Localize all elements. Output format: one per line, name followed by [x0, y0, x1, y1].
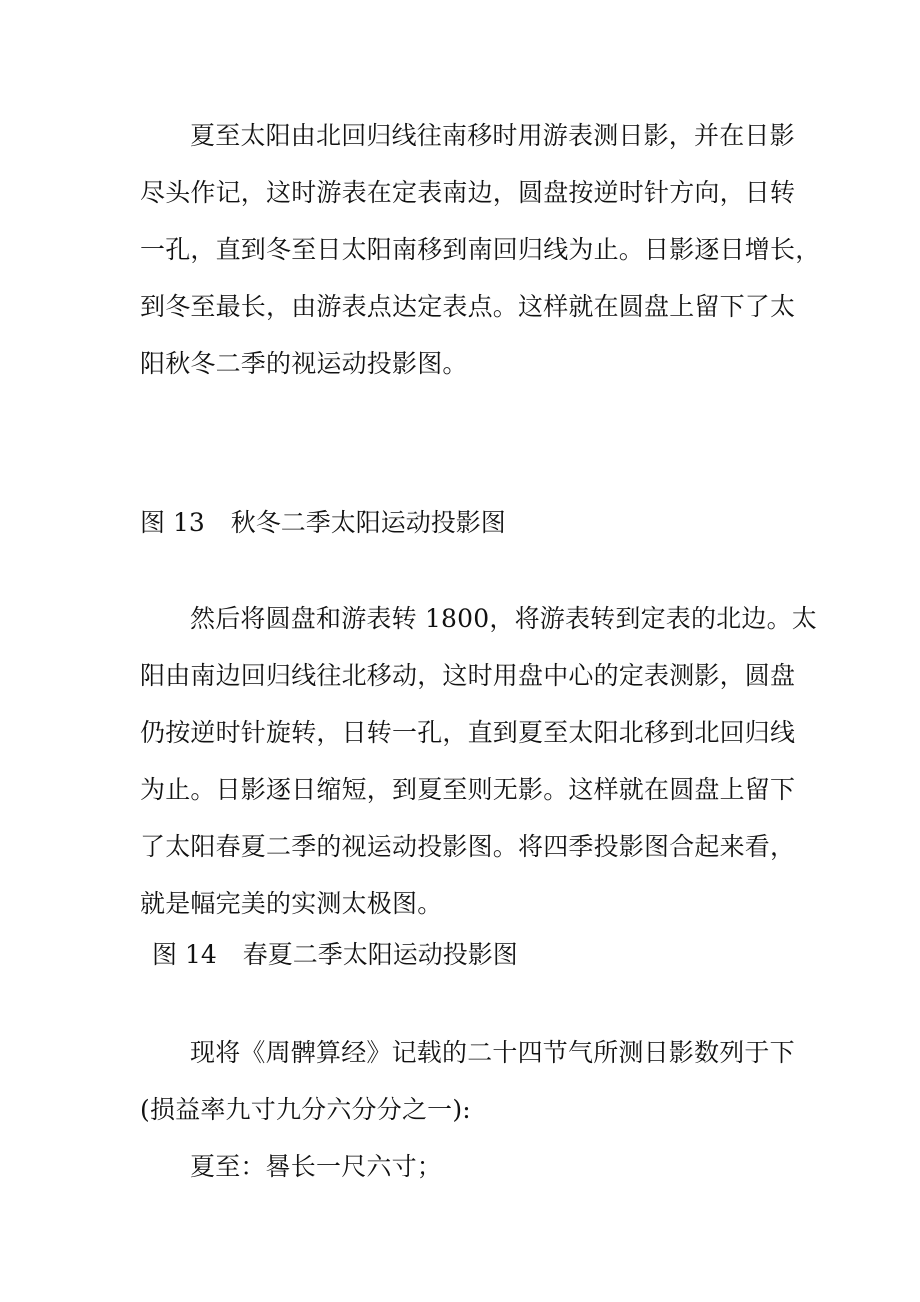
text-line: 就是幅完美的实测太极图。 [140, 889, 443, 918]
text-line: 夏至：晷长一尺六寸； [190, 1152, 443, 1181]
figure-13-title: 秋冬二季太阳运动投影图 [230, 508, 506, 537]
text-line: 了太阳春夏二季的视运动投影图。将四季投影图合起来看， [140, 832, 796, 861]
text-line: 仍按逆时针旋转，日转一孔，直到夏至太阳北移到北回归线 [140, 718, 796, 747]
figure-13-caption [140, 506, 506, 540]
figure-14-number: 图 14 [152, 940, 217, 969]
text-line: 到冬至最长，由游表点达定表点。这样就在圆盘上留下了太 [140, 292, 796, 321]
figure-13-number: 图 13 [140, 508, 205, 537]
text-line: (损益率九寸九分六分分之一): [140, 1095, 471, 1124]
text-line: 然后将圆盘和游表转 1800，将游表转到定表的北边。太 [190, 604, 817, 633]
paragraph-winter-to-summer [140, 590, 817, 932]
paragraph-shadow-list-intro [140, 1024, 795, 1138]
text-line: 为止。日影逐日缩短，到夏至则无影。这样就在圆盘上留下 [140, 775, 796, 804]
text-line: 尽头作记，这时游表在定表南边，圆盘按逆时针方向，日转 [140, 178, 796, 207]
text-line: 一孔，直到冬至日太阳南移到南回归线为止。日影逐日增长， [140, 235, 821, 264]
text-line: 夏至太阳由北回归线往南移时用游表测日影，并在日影 [190, 121, 795, 150]
paragraph-summer-solstice-shadow [140, 1138, 790, 1195]
text-line: 现将《周髀算经》记载的二十四节气所测日影数列于下 [190, 1038, 795, 1067]
text-line: 阳由南边回归线往北移动，这时用盘中心的定表测影，圆盘 [140, 661, 796, 690]
text-line: 阳秋冬二季的视运动投影图。 [140, 349, 468, 378]
paragraph-summer-to-winter [140, 107, 821, 392]
figure-14-title: 春夏二季太阳运动投影图 [242, 940, 518, 969]
figure-14-caption [152, 938, 518, 972]
